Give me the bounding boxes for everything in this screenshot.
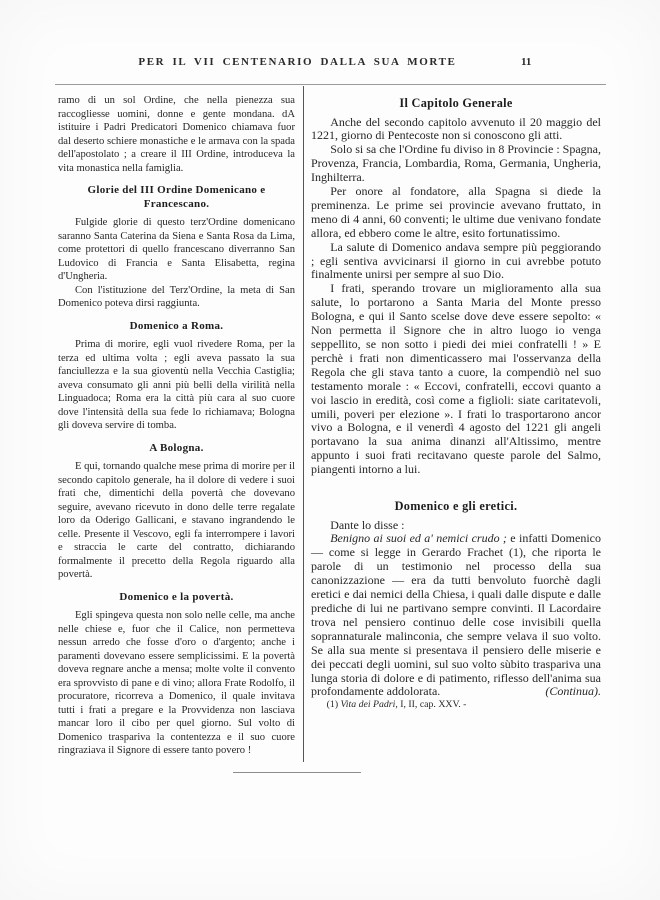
paragraph: I frati, sperando trovare un miglioramento alla sua salute, lo portarono a Santa Maria del Monte presso Bologna, e qui il Santo scelse dove deve essere sepolto: « Non permetta il Signore che in altro luogo io venga seppellito, se non sotto i piedi dei miei confratelli ! » E perchè i frati non dimenticassero mai l'osservanza della Regola che gli stava tanto a cuore, la compendiò nel suo testamento morale : « Eccovi, confratelli, eccovi quanto a voi lascio in eredità, così come a figlioli: siate caritatevoli, umili, poveri per elezione ». I frati lo trasportarono ancor vivo a Bologna, e il venerdì 4 agosto del 1221 gli angeli portavano la sua anima dinanzi all'Altissimo, mentre appunto i suoi frati recitavano queste parole del Salmo, piangenti intorno a lui. (311, 281, 601, 477)
column-divider-rule (303, 86, 304, 762)
paragraph: E qui, tornando qualche mese prima di morire per il secondo capitolo generale, ha il dolore di vedere i suoi frati che, dimentichi della povertà che dovevano seguire, avevano ricevuto in dono delle terre regalate loro da Oderigo Gallicani, e stavano ingrandendo le celle. Presente il Vescovo, egli fa interrompere i lavori e straccia le carte del contratto, dichiarando formalmente il precetto della Regola riguardo alla povertà. (58, 461, 295, 580)
paragraph: Anche del secondo capitolo avvenuto il 20 maggio del 1221, giorno di Pentecoste non si conoscono gli atti. (311, 114, 601, 143)
right-column (311, 94, 601, 711)
footnote-work-title: Vita dei Padri (340, 699, 396, 711)
section-heading-terzordine: Glorie del III Ordine Domenicano e Francescano. (87, 184, 266, 210)
paragraph: Con l'istituzione del Terz'Ordine, la meta di San Domenico poteva dirsi raggiunta. (58, 284, 295, 309)
paragraph: Solo si sa che l'Ordine fu diviso in 8 Provincie : Spagna, Provenza, Francia, Lombardia, Roma, Germania, Ungheria, Inghilterra. (311, 142, 601, 185)
paragraph-continuation: ramo di un sol Ordine, che nella pienezza sua raccogliesse uomini, donne e gente mondana. dA istituire i Padri Predicatori Domenico chiamava fuor dal deserto schiere monastiche e le armava con la spada dell'apostolato ; a creare il III Ordine, introduceva la vita monastica nella famiglia. (58, 95, 295, 174)
dante-quote-italic: Benigno ai suoi ed a' nemici crudo ; (330, 531, 507, 546)
paragraph: Per onore al fondatore, alla Spagna si diede la preminenza. Le prime sei provincie avevano fruttato, in meno di 4 anni, 60 conventi; le ultime due venivano fondate allora, ed ebbero come le altre, esito fortunatissimo. (311, 184, 601, 240)
paragraph-dante-lead: Dante lo disse : (330, 517, 405, 532)
paragraph: Egli spingeva questa non solo nelle celle, ma anche nelle chiese e, fuor che il Calice, non permetteva nessun arredo che fosse d'oro o d'argento; anche i paramenti dovevano essere semplicissimi. E la povertà doveva regnare anche a mensa; molte volte il convento era sprovvisto di pane e di vino; allora Frate Rodolfo, il procuratore, ricorreva a Domenico, il quale invitava tutti i frati a pregare e la Provvidenza non lasciava mancar loro il cibo per quel giorno. Sul volto di Domenico traspariva la contentezza e il suo cuore ringraziava il Signore di essere tanto povero ! (58, 610, 295, 756)
footnote-marker: (1) (326, 699, 341, 711)
section-heading-bologna: A Bologna. (149, 441, 204, 454)
footnote-citation: , I, II, cap. XXV. - (395, 699, 467, 711)
continua-note: (Continua). (545, 684, 601, 699)
paragraph: Fulgide glorie di questo terz'Ordine domenicano saranno Santa Caterina da Siena e Santa Rosa da Lima, come protettori di quello francescano diverranno San Ludovico di Francia e Santa Elisabetta, regina d'Ungheria. (58, 217, 295, 282)
section-heading-roma: Domenico a Roma. (129, 319, 224, 332)
article-end-rule (233, 772, 361, 773)
section-heading-poverta: Domenico e la povertà. (119, 590, 234, 603)
paragraph: La salute di Domenico andava sempre più peggiorando ; egli sentiva avvicinarsi il giorno in cui avrebbe potuto finalmente unirsi per sempre al suo Dio. (311, 239, 601, 282)
section-heading-eretici: Domenico e gli eretici. (394, 499, 518, 514)
left-column (58, 94, 295, 758)
dante-quote-body: e infatti Domenico — come si legge in Gerardo Frachet (1), che riporta le parole di un testimonio nel processo della sua canonizzazione — era da tutti benvoluto fuorchè dagli eretici e dai nemici della Chiesa, i quali dalle dispute e dalle prediche di lui ne partivano sempre convinti. Il Lacordaire trova nel pensiero continuo delle cose invisibili quella soprannaturale malinconia, che sempre velava il suo volto. Se alla sua mente si presentava il pensiero delle miserie e dei peccati degli uomini, sul suo volto sùbito traspariva una lunga storia di dolore e di patimento, riflesso dell'anima sua profondamente addolorata. (311, 531, 601, 699)
page-header (55, 56, 606, 76)
section-heading-capitolo: Il Capitolo Generale (399, 96, 513, 110)
header-rule (55, 84, 606, 85)
running-title: PER IL VII CENTENARIO DALLA SUA MORTE (138, 56, 457, 68)
paragraph-dante-quote (311, 532, 601, 699)
paragraph: Prima di morire, egli vuol rivedere Roma, per la terza ed ultima volta ; egli aveva passato la sua fanciullezza e la sua gioventù nella Vecchia Castiglia; aveva consumato gli anni più belli della virilità nella Linguadoca; Roma era la città più cara al suo cuore dove l'intensità della sua fede lo richiamava; Bologna gli doveva servire di tomba. (58, 339, 295, 431)
page-number: 11 (521, 56, 532, 68)
footnote (311, 699, 601, 711)
